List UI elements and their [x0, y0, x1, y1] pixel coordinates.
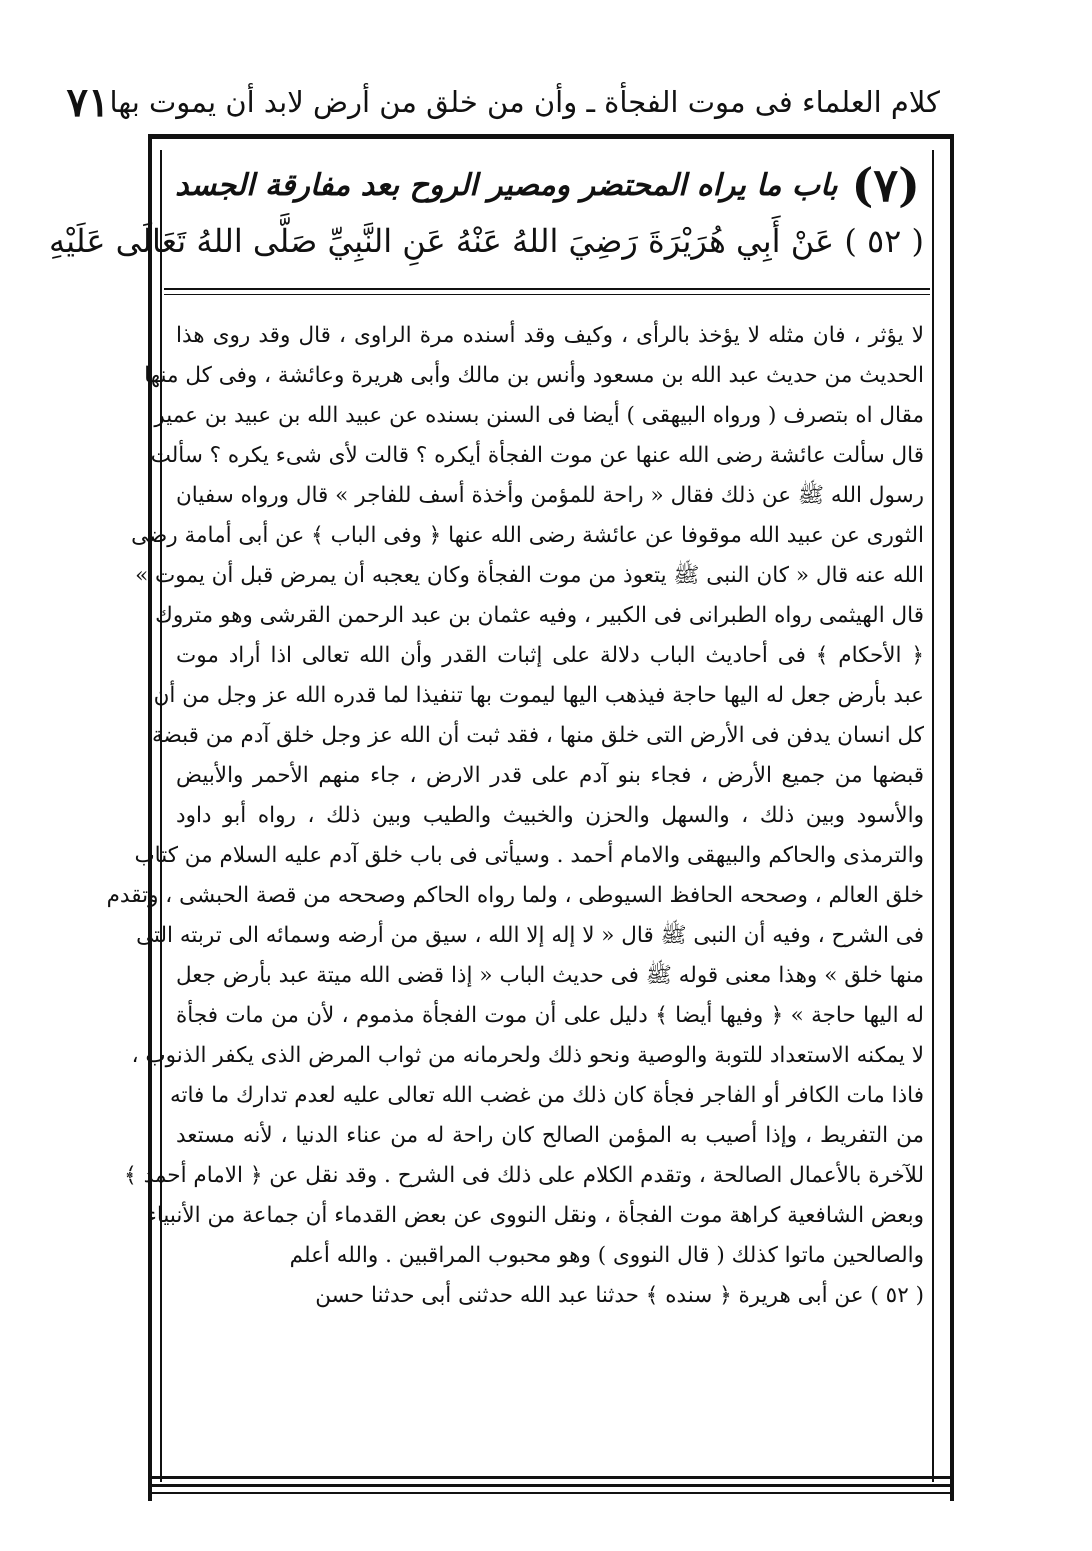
body-line: الله عنه قال « كان النبى ﷺ يتعوذ من موت الفجأة وكان يعجبه أن يمرض قبل أن يموت »	[135, 563, 924, 588]
body-line: ﴿ الأحكام ﴾ فى أحاديث الباب دلالة على إثبات القدر وأن الله تعالى اذا أراد موت	[176, 643, 924, 668]
footer-rule	[150, 1484, 950, 1487]
body-line: كل انسان يدفن فى الأرض التى خلق منها ، فقد ثبت أن الله عز وجل خلق آدم من قبضة	[151, 723, 924, 748]
section-divider	[164, 288, 930, 290]
body-line: من التفريط ، وإذا أصيب به المؤمن الصالح كان راحة له من عناء الدنيا ، لأنه مستعد	[176, 1123, 924, 1148]
body-line: مقال اه بتصرف ( ورواه البيهقى ) أيضا فى السنن بسنده عن عبيد الله بن عبيد بن عمير	[154, 403, 924, 428]
body-line: لا يؤثر ، فان مثله لا يؤخذ بالرأى ، وكيف وقد أسنده مرة الراوى ، قال وقد روى هذا	[176, 323, 924, 348]
body-line: له اليها حاجة » ﴿ وفيها أيضا ﴾ دليل على أن موت الفجأة مذموم ، لأن من مات فجأة	[176, 1003, 924, 1028]
chapter-number: (٧)	[851, 158, 920, 212]
body-line: فاذا مات الكافر أو الفاجر فجأة كان ذلك من غضب الله تعالى عليه لعدم تدارك ما فاته	[169, 1083, 924, 1108]
body-line: رسول الله ﷺ عن ذلك فقال « راحة للمؤمن وأخذة أسف للفاجر » قال ورواه سفيان	[176, 483, 924, 508]
hadith-text: ( ٥٢ ) عَنْ أَبِي هُرَيْرَةَ رَضِيَ اللهُ عَنْهُ عَنِ النَّبِيِّ صَلَّى اللهُ تَعَالَى عَلَيْهِ	[48, 222, 924, 260]
body-line: منها خلق » وهذا معنى قوله ﷺ فى حديث الباب « إذا قضى الله ميتة عبد بأرض جعل	[176, 963, 924, 988]
chapter-title: باب ما يراه المحتضر ومصير الروح بعد مفارقة الجسد	[175, 167, 838, 203]
body-line: الحديث من حديث عبد الله بن مسعود وأنس بن مالك وأبى هريرة وعائشة ، وفى كل منها	[144, 363, 924, 388]
body-line: الثورى عن عبيد الله موقوفا عن عائشة رضى الله عنها ﴿ وفى الباب ﴾ عن أبى أمامة رضى	[131, 523, 924, 548]
body-line: خلق العالم ، وصححه الحافظ السيوطى ، ولما رواه الحاكم وصححه من قصة الحبشى ، وتقدم	[106, 883, 924, 908]
body-line: والترمذى والحاكم والبيهقى والامام أحمد . وسيأتى فى باب خلق آدم عليه السلام من كتاب	[134, 843, 924, 868]
frame-inner-left	[160, 150, 162, 1482]
body-line: لا يمكنه الاستعداد للتوبة والوصية ونحو ذلك ولحرمانه من ثواب المرض الذى يكفر الذنوب ،	[131, 1043, 924, 1068]
commentary-body	[106, 316, 924, 1316]
chapter-heading	[170, 150, 925, 220]
footnote-line: ( ٥٢ ) عن أبى هريرة ﴿ سنده ﴾ حدثنا عبد الله حدثنى أبى حدثنا حسن	[315, 1283, 924, 1308]
body-line: والصالحين ماتوا كذلك ( قال النووى ) وهو محبوب المراقبين . والله أعلم	[289, 1243, 924, 1268]
body-line: عبد بأرض جعل له اليها حاجة فيذهب اليها ليموت بها تنفيذا لما قدره الله عز وجل من أن	[153, 683, 924, 708]
footer-rule	[150, 1492, 950, 1494]
body-line: قال الهيثمى رواه الطبرانى فى الكبير ، وفيه عثمان بن عبد الرحمن القرشى وهو متروك	[155, 603, 924, 628]
frame-inner-right	[932, 150, 934, 1482]
body-line: وبعض الشافعية كراهة موت الفجأة ، ونقل النووى عن بعض القدماء أن جماعة من الأنبياء	[146, 1203, 924, 1228]
page-header	[66, 72, 940, 132]
body-line: للآخرة بالأعمال الصالحة ، وتقدم الكلام على ذلك فى الشرح . وقد نقل عن ﴿ الامام أحمد ﴾	[124, 1163, 924, 1188]
body-line: فى الشرح ، وفيه أن النبى ﷺ قال « لا إله إلا الله ، سيق من أرضه وسمائه الى تربته التى	[136, 923, 924, 948]
body-line: والأسود وبين ذلك ، والسهل والحزن والخبيث والطيب وبين ذلك ، رواه أبو داود	[176, 803, 924, 828]
body-line: قبضها من جميع الأرض ، فجاء بنو آدم على قدر الارض ، جاء منهم الأحمر والأبيض	[176, 763, 924, 788]
running-title: كلام العلماء فى موت الفجأة ـ وأن من خلق من أرض لابد أن يموت بها	[109, 85, 940, 119]
body-line: قال سألت عائشة رضى الله عنها عن موت الفجأة أيكره ؟ قالت لأى شىء يكره ؟ سألت	[150, 443, 924, 468]
section-divider-thin	[164, 294, 930, 295]
footer-rule	[150, 1476, 950, 1479]
page-number: ٧١	[66, 78, 110, 126]
